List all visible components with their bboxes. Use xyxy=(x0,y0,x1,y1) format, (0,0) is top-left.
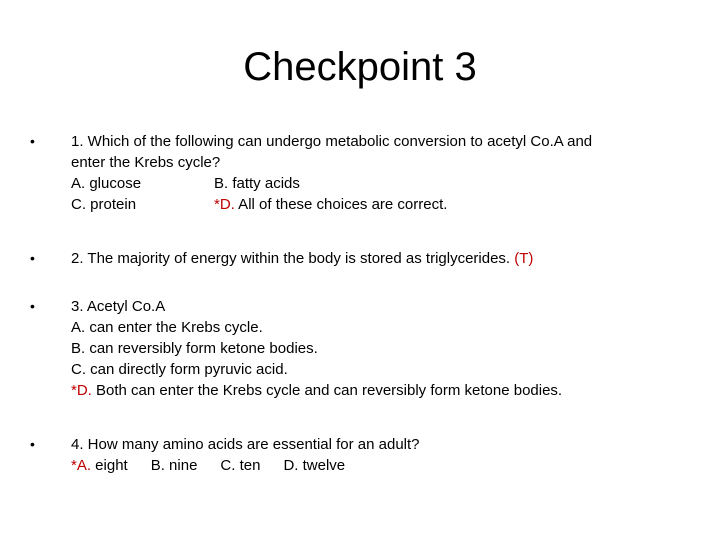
question-4-option-b: B. nine xyxy=(150,457,198,474)
question-1-stem-line-2: enter the Krebs cycle? xyxy=(71,154,221,171)
question-1-options-row-1 xyxy=(71,173,691,194)
bullet-icon: • xyxy=(30,250,35,266)
question-1-option-d: All of these choices are correct. xyxy=(234,196,448,213)
question-2-answer: (T) xyxy=(514,250,534,267)
question-3-answer-marker: *D. xyxy=(71,382,92,399)
question-1-stem-line-1: 1. Which of the following can undergo metabolic conversion to acetyl Co.A and xyxy=(71,133,593,150)
question-3-option-c: C. can directly form pyruvic acid. xyxy=(71,361,288,378)
question-4-options-row xyxy=(71,455,691,476)
question-4-option-c: C. ten xyxy=(220,457,261,474)
question-3-option-d: Both can enter the Krebs cycle and can reversibly form ketone bodies. xyxy=(91,382,563,399)
question-3-option-a: A. can enter the Krebs cycle. xyxy=(71,319,263,336)
question-4-option-d: D. twelve xyxy=(283,457,346,474)
question-1-option-b: B. fatty acids xyxy=(214,175,300,192)
question-3-option-b: B. can reversibly form ketone bodies. xyxy=(71,340,318,357)
question-1-options-row-2 xyxy=(71,194,691,215)
question-1-body xyxy=(71,131,691,215)
question-2-stem: 2. The majority of energy within the body is stored as triglycerides. xyxy=(71,250,515,267)
question-2-line xyxy=(71,248,691,269)
question-4-option-a: eight xyxy=(91,457,128,474)
question-1-option-c: C. protein xyxy=(71,196,137,213)
question-1-option-a: A. glucose xyxy=(71,175,142,192)
question-4-body xyxy=(71,434,691,476)
bullet-icon: • xyxy=(30,298,35,314)
slide-title: Checkpoint 3 xyxy=(243,45,477,89)
question-3-stem: 3. Acetyl Co.A xyxy=(71,298,166,315)
bullet-icon: • xyxy=(30,133,35,149)
question-4-stem: 4. How many amino acids are essential for an adult? xyxy=(71,436,420,453)
bullet-icon: • xyxy=(30,436,35,452)
question-2-body xyxy=(71,248,691,269)
question-4-answer-marker: *A. xyxy=(71,457,92,474)
question-1-answer-marker: *D. xyxy=(214,196,235,213)
question-3-option-d-row xyxy=(71,380,691,401)
question-3-body xyxy=(71,296,691,401)
